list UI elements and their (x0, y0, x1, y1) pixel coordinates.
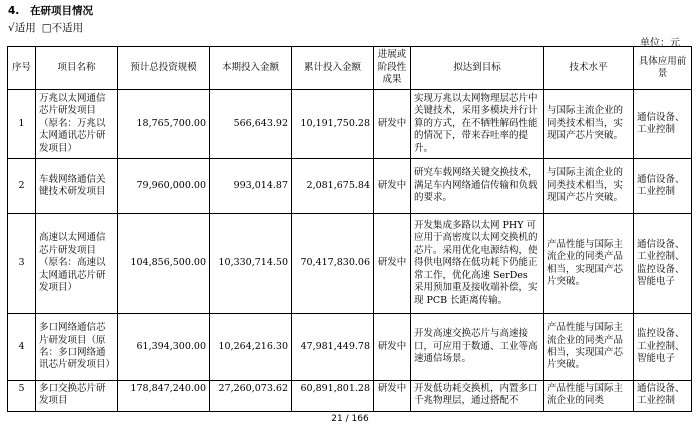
col-header-total: 预计总投资规模 (118, 47, 210, 90)
section-heading (8, 3, 93, 18)
cell-no: 2 (8, 159, 36, 214)
cell-application: 通信设备、工业控制 (634, 159, 692, 214)
cell-no: 4 (8, 314, 36, 381)
table-row (8, 214, 692, 314)
col-header-tech: 技术水平 (544, 47, 634, 90)
cell-name: 多口网络通信芯片研发项目（原名：多口网络通讯芯片研发项目） (36, 314, 118, 381)
cell-name: 高速以太网通信芯片研发项目（原名：高速以太网通讯芯片研发项目） (36, 214, 118, 314)
cell-progress: 研发中 (374, 90, 411, 159)
cell-name: 多口交换芯片研发项目 (36, 381, 118, 412)
cell-period: 993,014.87 (210, 159, 292, 214)
cell-period: 27,260,073.62 (210, 381, 292, 412)
cell-no: 1 (8, 90, 36, 159)
page-number: 21 / 166 (0, 414, 700, 424)
cell-application: 通信设备、工业控制、监控设备、智能电子 (634, 214, 692, 314)
col-header-period: 本期投入金额 (210, 47, 292, 90)
table-row (8, 314, 692, 381)
cell-no: 3 (8, 214, 36, 314)
cell-target: 开发低功耗交换机，内置多口千兆物理层，通过搭配不 (411, 381, 544, 412)
cell-period: 10,264,216.30 (210, 314, 292, 381)
cell-target: 实现万兆以太网物理层芯片中关键技术，采用多模块并行计算的方式，在不牺牲解码性能的情况下，带来吞吐率的提升。 (411, 90, 544, 159)
cell-name: 万兆以太网通信芯片研发项目（原名：万兆以太网通讯芯片研发项目） (36, 90, 118, 159)
cell-target: 开发集成多路以太网 PHY 可应用于高密度以太网交换机的芯片。采用优化电源结构，使得供电网络在低功耗下仍能正常工作，优化高速 SerDes 采用预加重及接收端补偿，实现 PCB 长距离传输。 (411, 214, 544, 314)
col-header-name: 项目名称 (36, 47, 118, 90)
table-header-row (8, 47, 692, 90)
col-header-progress: 进展或阶段性成果 (374, 47, 411, 90)
cell-application: 通信设备、工业控制 (634, 381, 692, 412)
cell-total: 18,765,700.00 (118, 90, 210, 159)
cell-tech: 产品性能与国际主流企业的同类产品相当，实现国产芯片突破。 (544, 314, 634, 381)
cell-application: 监控设备、工业控制、智能电子 (634, 314, 692, 381)
cell-cumulative: 2,081,675.84 (292, 159, 374, 214)
col-header-target: 拟达到目标 (411, 47, 544, 90)
cell-progress: 研发中 (374, 314, 411, 381)
col-header-application: 具体应用前景 (634, 47, 692, 90)
section-title: 在研项目情况 (30, 5, 93, 17)
cell-cumulative: 60,891,801.28 (292, 381, 374, 412)
table-row (8, 159, 692, 214)
table-row (8, 90, 692, 159)
cell-target: 开发高速交换芯片与高速接口，可应用于数通、工业等高速通信场景。 (411, 314, 544, 381)
applicable-option: √适用 (8, 22, 36, 34)
table-row (8, 381, 692, 412)
cell-progress: 研发中 (374, 214, 411, 314)
cell-total: 104,856,500.00 (118, 214, 210, 314)
cell-application: 通信设备、工业控制 (634, 90, 692, 159)
section-number: 4. (8, 5, 20, 17)
cell-cumulative: 47,981,449.78 (292, 314, 374, 381)
cell-name: 车载网络通信关键技术研发项目 (36, 159, 118, 214)
col-header-cumulative: 累计投入金额 (292, 47, 374, 90)
applicability-options (8, 20, 89, 35)
cell-target: 研究车载网络关键交换技术，满足车内网络通信传输和负载的要求。 (411, 159, 544, 214)
cell-no: 5 (8, 381, 36, 412)
cell-tech: 产品性能与国际主流企业的同类 (544, 381, 634, 412)
not-applicable-option: □不适用 (41, 22, 84, 34)
cell-tech: 产品性能与国际主流企业的同类产品相当，实现国产芯片突破。 (544, 214, 634, 314)
cell-total: 79,960,000.00 (118, 159, 210, 214)
unit-label: 单位：元 (640, 38, 680, 49)
cell-progress: 研发中 (374, 381, 411, 412)
col-header-no: 序号 (8, 47, 36, 90)
cell-period: 566,643.92 (210, 90, 292, 159)
cell-cumulative: 70,417,830.06 (292, 214, 374, 314)
cell-total: 178,847,240.00 (118, 381, 210, 412)
cell-total: 61,394,300.00 (118, 314, 210, 381)
cell-cumulative: 10,191,750.28 (292, 90, 374, 159)
cell-tech: 与国际主流企业的同类技术相当，实现国产芯片突破。 (544, 159, 634, 214)
cell-tech: 与国际主流企业的同类技术相当，实现国产芯片突破。 (544, 90, 634, 159)
cell-progress: 研发中 (374, 159, 411, 214)
projects-table (7, 46, 692, 412)
cell-period: 10,330,714.50 (210, 214, 292, 314)
